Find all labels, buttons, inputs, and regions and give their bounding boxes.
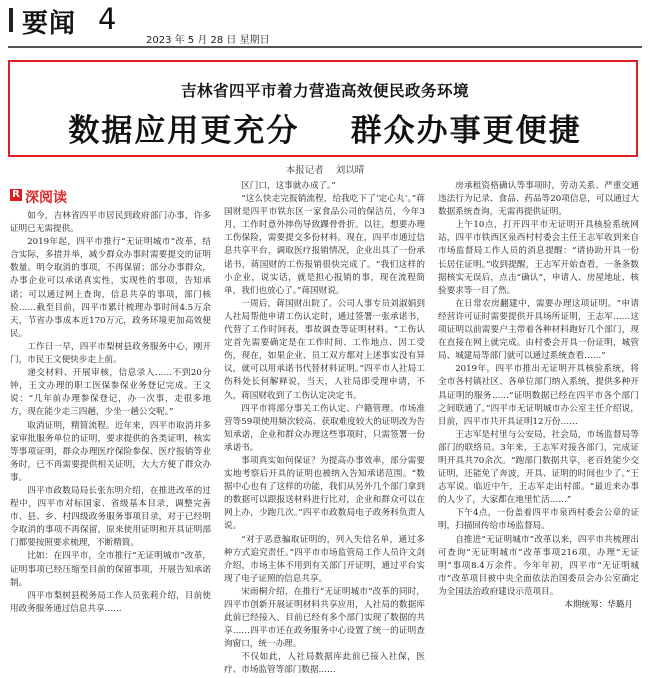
paragraph: 不仅如此，人社局数据库此前已接入社保，医疗、市场监管等部门数据……	[224, 652, 425, 676]
paragraph: 宋雨桐介绍，在推行“无证明城市”改革的同时，四平市创新开展证明材料共享应用，人社局的数据库此前已经接入，目前已经有多个部门实现了数据的共享……四平市还在政务服务中心设置了统一的证明查询窗口，统一办理。	[224, 586, 425, 650]
headline-box	[8, 60, 638, 157]
paragraph: “这么快走完报销流程，给我吃下了‘定心丸’。”蒋国财是四平市铁东区一家食品公司的保洁员，今年3月，工作时意外摔伤导致踝骨骨折。以往，想要办理工伤保险，需要提交多份材料。现在，四平市通过信息共享平台，调取医疗报销情况，企业出具了一份承诺书，蒋国财的工伤报销很快完成了。“我们这样的小企业，说实话，就是担心报销的事，现在流程简单，我们也放心了。”蒋国财说。	[224, 194, 425, 296]
paragraph: 在日常农房翻建中，需要办理这项证明。“申请经营许可证时需要提供开具场所证明，王志军……这项证明以前需要户主带着各种材料跑好几个部门，现在直接在网上就完成。由村委会开具一份证明，城管局、城建局等部门就可以通过系统查看……”	[438, 298, 639, 362]
headline: 数据应用更充分 群众办事更便捷	[68, 113, 582, 149]
paragraph: 下午4点，一份盖着四平市泉西村委会公章的证明，扫描回传给市场监督局。	[438, 508, 639, 532]
issue-date: 2023 年 5 月 28 日 星期日	[146, 35, 270, 46]
page-number: 4	[98, 2, 117, 36]
paragraph: 如今，吉林省四平市居民到政府部门办事，许多证明已无需提供。	[10, 211, 211, 235]
section-title: 要闻	[22, 9, 77, 39]
paragraph: 王志军是村里与公安局，社会局，市场监督局等部门的联络员。3年来，王志军对接各部门，完成证明开具共70余次。“跑部门数据共享，老百姓能少交证明，还能免了奔波，开具、证明的时间也少了。”王志军说。临近中午，王志军走出村部。“最近来办事的人少了，大家都在地里忙活……”	[438, 429, 639, 506]
paragraph: 递交材料、开展审核，信息录入……不到20分钟，王文办理的职工医保参保业务登记完成。王文说：“几年前办理参保登记，办一次事，走很多地方，现在能少走三四趟，少坐一趟公交呢。”	[10, 368, 211, 418]
paragraph: 2019年，四平市推出无证明开具核验系统，将全市各村镇社区、各单位部门纳入系统，提供多种开具证明的服务……“证明数据已经在四平市各个部门之间联通了。”四平市无证明城市办公室主任介绍说，目前，四平市共开具证明12万份……	[438, 364, 639, 427]
deep-read-label: 深阅读	[25, 190, 67, 206]
paragraph: 一周后，蒋国财出院了。公司人事专员刘淑娟到人社局帮他申请工伤认定时，通过签署一张承诺书，代替了工作时间表，事故调查等证明材料。“工伤认定首先需要确定是在工作时间、工作地点、因工受伤，现在，如果企业、员工双方都对上述事实没有异议，就可以用承诺书代替材料证明。”四平市人社局工伤科处长何解释说，当天，人社局即受理申请，不久，蒋国财收到了工伤认定决定书。	[224, 298, 425, 401]
article-column-2	[224, 180, 425, 676]
masthead	[0, 0, 650, 54]
article-column-1	[10, 210, 211, 614]
byline: 本报记者 刘以晴	[285, 165, 365, 176]
section-marker	[9, 8, 13, 32]
kicker: 吉林省四平市着力营造高效便民政务环境	[180, 81, 469, 100]
paragraph: 自推进“无证明城市”改革以来，四平市共梳理出可查询“无证明城市”改革事项216项，办理“无证明”事项8.4万余件。今年年初，四平市“无证明城市”改革项目被中央全面依法治国委员会办公室确定为全国法治政府建设示范项目。	[438, 534, 639, 597]
paragraph: 四平市将部分事关工伤认定、户籍管理、市场准营等59项使用频次较高、获取难度较大的证明改为告知承诺，企业和群众办理这些事项时，只需签署一份承诺书。	[224, 403, 425, 453]
paragraph: 工作日一早，四平市梨树县政务服务中心，刚开门，市民王文便快步走上前。	[10, 341, 211, 366]
paragraph: 取消证明，精简流程。近年来，四平市取消并多家审批服务单位的证明，要求提供的各类证明，核实等事项证明，群众办理医疗保险参保、医疗报销等业务时，已不再需要提供相关证明，大大方便了群众办事。	[10, 420, 211, 483]
paragraph: 区门口，这事就办成了。”	[241, 181, 336, 191]
deep-read-badge: R	[10, 189, 22, 201]
paragraph: “对于恶意骗取证明的，列入失信名单，通过多种方式追究责任。”四平市市场监管局工作人员许文剑介绍，市场主体不用到有关部门开证明，通过平台实现了电子证照的信息共享。	[224, 534, 425, 584]
paragraph: 上午10点，打开四平市无证明开具核验系统网站，四平市铁西区泉西村村委会主任王志军收到来自市场监督局工作人员的消息提醒：“请协助开具一份长居住证明。”收到提醒，王志军开始查看，一条条数据核实无误后，点击“确认”，申请人、房屋地址、核验要求等一目了然。	[438, 220, 639, 296]
paragraph: 房承租资格确认等事项时，劳动关系、严重交通违法行为记录、食品、药品等20项信息，可以通过大数据系统查询，无需再提供证明。	[438, 181, 639, 218]
masthead-divider	[8, 46, 642, 48]
article-column-3	[438, 180, 639, 610]
paragraph: 四平市梨树县税务局工作人员张莉介绍，目前使用政务服务通过信息共享……	[10, 590, 211, 614]
paragraph: 2019年起，四平市推行“无证明城市”改革，结合实际，多措并举，减少群众办事时需要提交的证明数量。明令取消的事项，不再保留；部分办事群众，办事企业可以承诺真实性，实现性的事项，告知承诺；可以通过网上查询，信息共享的事项，部门核验……截至目前，四平市累计梳理办事时间4.5万余天，节省办事成本近170万元，政务环境更加高效便民。	[10, 237, 211, 339]
paragraph: 事项真实如何保证？为提高办事效率，部分需要实地考察后开具的证明也被纳入告知承诺范围。“数据中心也有了这样的功能，我们从另外几个部门拿到的数据可以跟报送材料进行比对，企业和群众可以在网上办，少跑几次。”四平市政数局电子政务科负责人说。	[224, 455, 425, 532]
paragraph: 四平市政数局局长张东明介绍，在推进改革的过程中，四平市对标国家、省级基本目录，调整完善市、县、乡、村四级政务服务事项目录，对于已经明令取消的事项不再保留，原来使用证明和开具证明部门都要按照要求梳理，不断精简。	[10, 485, 211, 549]
paragraph: 比如：在四平市，全市推行“无证明城市”改革，证明事项已经压缩至目前的保留事项，开展告知承诺制。	[10, 551, 211, 588]
editor-signature: 本期统筹：华璐月	[564, 600, 633, 610]
